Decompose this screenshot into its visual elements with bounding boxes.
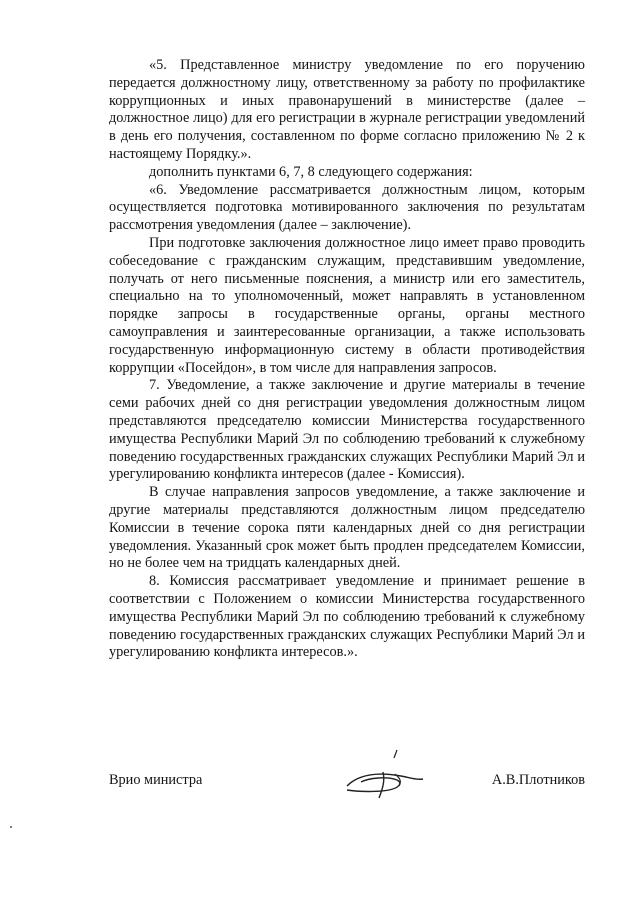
paragraph-clause-6-details: При подготовке заключения должностное лицо имеет право проводить собеседование с гражданским служащим, представившим уведомление, получать от него письменные пояснения, а министр или его заместитель, специально на то уполномоченный, может направлять в установленном порядке запросы в государственные органы, органы местного самоуправления и заинтересованные организации, а также использовать государственную информационную систему в области противодействия коррупции «Посейдон», в том числе для направления запросов. bbox=[109, 234, 585, 376]
paragraph-clause-7-requests: В случае направления запросов уведомление, а также заключение и другие материалы представляются должностным лицом председателю Комиссии в течение сорока пяти календарных дней со дня регистрации уведомления. Указанный срок может быть продлен председателем Комиссии, но не более чем на тридцать календарных дней. bbox=[109, 484, 585, 572]
paragraph-clause-6: «6. Уведомление рассматривается должностным лицом, которым осуществляется подготовка мотивированного заключения по результатам рассмотрения уведомления (далее – заключение). bbox=[109, 181, 585, 234]
scan-artifact bbox=[10, 826, 12, 828]
paragraph-clause-7: 7. Уведомление, а также заключение и другие материалы в течение семи рабочих дней со дня регистрации уведомления должностным лицом представляются председателю комиссии Министерства государственного имущества Республики Марий Эл по соблюдению требований к служебному поведению государственных гражданских служащих Республики Марий Эл и урегулированию конфликта интересов (далее - Комиссия). bbox=[109, 377, 585, 483]
signatory-role: Врио министра bbox=[109, 772, 203, 788]
paragraph-clause-8: 8. Комиссия рассматривает уведомление и принимает решение в соответствии с Положением о комиссии Министерства государственного имущества Республики Марий Эл по соблюдению требований к служебному поведению государственных гражданских служащих Республики Марий Эл и урегулированию конфликта интересов.». bbox=[109, 573, 585, 661]
handwritten-signature bbox=[339, 746, 429, 806]
paragraph-clause-5: «5. Представленное министру уведомление по его поручению передается должностному лицу, ответственному за работу по профилактике коррупционных и иных правонарушений в министерстве (далее – должностное лицо) для его регистрации в журнале регистрации уведомлений в день его получения, составленном по форме согласно приложению № 2 к настоящему Порядку.». bbox=[109, 57, 585, 162]
signature-block bbox=[109, 768, 585, 808]
document-body bbox=[109, 57, 585, 662]
paragraph-amendment-intro: дополнить пунктами 6, 7, 8 следующего содержания: bbox=[149, 163, 473, 180]
signatory-name: А.В.Плотников bbox=[491, 772, 585, 788]
